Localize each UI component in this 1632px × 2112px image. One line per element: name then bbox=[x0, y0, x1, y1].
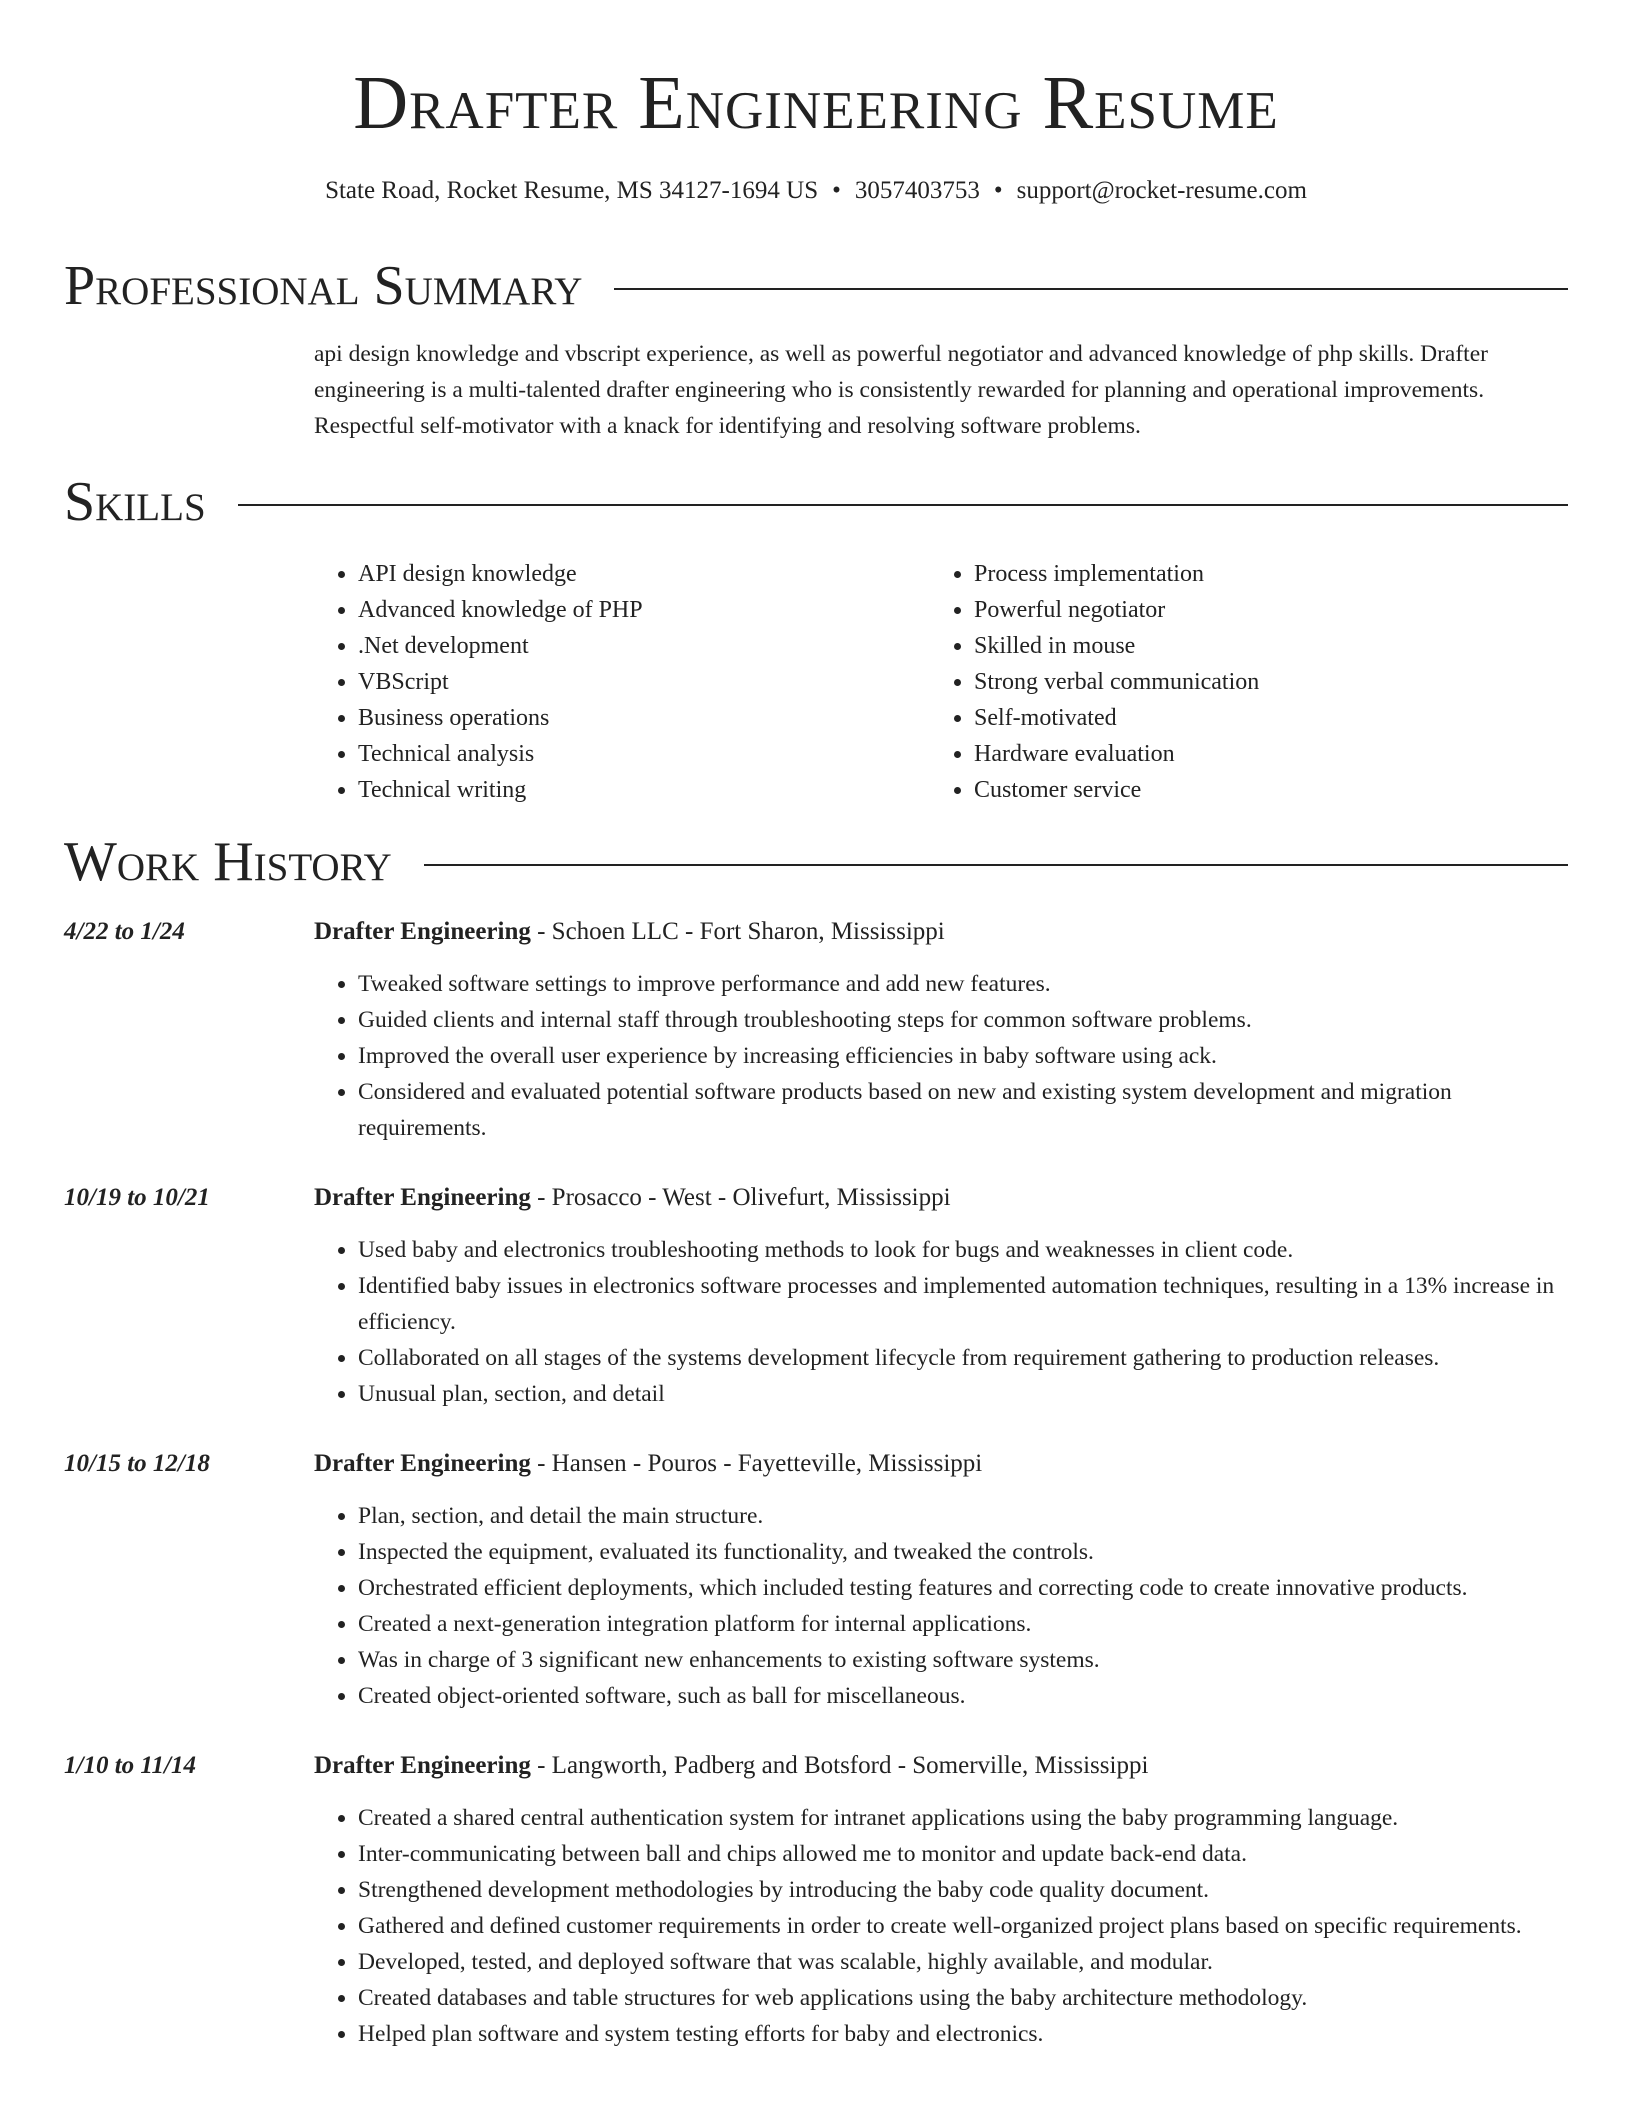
job-bullet: • Used baby and electronics troubleshooting methods to look for bugs and weaknesses in client code. bbox=[358, 1232, 1570, 1268]
job-bullet: • Identified baby issues in electronics software processes and implemented automation techniques, resulting in a 13% increase in efficiency. bbox=[358, 1268, 1570, 1340]
job-dates: 10/19 to 10/21 bbox=[64, 1184, 210, 1211]
summary-heading: Professional Summary bbox=[64, 255, 583, 317]
job-bullet: • Inter-communicating between ball and chips allowed me to monitor and update back-end data. bbox=[358, 1836, 1570, 1872]
job-bullet: • Improved the overall user experience by increasing efficiencies in baby software using ack. bbox=[358, 1038, 1570, 1074]
job-bullet: • Orchestrated efficient deployments, which included testing features and correcting code to create innovative products. bbox=[358, 1570, 1570, 1606]
skill-item: • Technical analysis bbox=[358, 736, 930, 772]
job-dates: 4/22 to 1/24 bbox=[64, 918, 185, 945]
job-bullet: • Strengthened development methodologies by introducing the baby code quality document. bbox=[358, 1872, 1570, 1908]
skill-item: • Advanced knowledge of PHP bbox=[358, 592, 930, 628]
job-entry bbox=[64, 914, 1570, 1146]
job-title-line bbox=[314, 914, 945, 950]
section-divider bbox=[614, 288, 1568, 290]
job-header bbox=[64, 1446, 1570, 1482]
job-bullet: • Developed, tested, and deployed software that was scalable, highly available, and modular. bbox=[358, 1944, 1570, 1980]
job-company: - Langworth, Padberg and Botsford - Somerville, Mississippi bbox=[530, 1752, 1149, 1779]
job-entry bbox=[64, 1180, 1570, 1412]
job-dates: 1/10 to 11/14 bbox=[64, 1752, 196, 1779]
job-title: Drafter Engineering bbox=[314, 1450, 531, 1477]
skill-item: • VBScript bbox=[358, 664, 930, 700]
job-bullets bbox=[314, 1800, 1570, 2052]
skills-heading: Skills bbox=[64, 471, 206, 533]
job-bullet: • Gathered and defined customer requirements in order to create well-organized project plans based on specific requirements. bbox=[358, 1908, 1570, 1944]
section-divider bbox=[424, 864, 1568, 866]
job-bullet: • Tweaked software settings to improve performance and add new features. bbox=[358, 966, 1570, 1002]
job-company: - Prosacco - West - Olivefurt, Mississippi bbox=[530, 1184, 951, 1211]
job-title: Drafter Engineering bbox=[314, 918, 531, 945]
job-title-line bbox=[314, 1180, 951, 1216]
job-bullets bbox=[314, 1232, 1570, 1412]
job-bullet: • Created a shared central authentication system for intranet applications using the baby programming language. bbox=[358, 1800, 1570, 1836]
job-bullet: • Created object-oriented software, such as ball for miscellaneous. bbox=[358, 1678, 1570, 1714]
job-bullet: • Created databases and table structures for web applications using the baby architecture methodology. bbox=[358, 1980, 1570, 2016]
job-bullet: • Inspected the equipment, evaluated its functionality, and tweaked the controls. bbox=[358, 1534, 1570, 1570]
resume-title: Drafter Engineering Resume bbox=[353, 61, 1279, 145]
work-history-section-header bbox=[64, 832, 1568, 892]
skill-item: • Self-motivated bbox=[974, 700, 1546, 736]
job-bullet: • Plan, section, and detail the main structure. bbox=[358, 1498, 1570, 1534]
skills-list-left bbox=[314, 556, 930, 808]
skill-item: • Technical writing bbox=[358, 772, 930, 808]
skill-item: • Hardware evaluation bbox=[974, 736, 1546, 772]
job-bullet: • Unusual plan, section, and detail bbox=[358, 1376, 1570, 1412]
job-title-line bbox=[314, 1446, 982, 1482]
skill-item: • API design knowledge bbox=[358, 556, 930, 592]
job-entry bbox=[64, 1748, 1570, 2052]
job-bullet: • Collaborated on all stages of the systems development lifecycle from requirement gathering to production releases. bbox=[358, 1340, 1570, 1376]
skill-item: • Process implementation bbox=[974, 556, 1546, 592]
job-header bbox=[64, 914, 1570, 950]
summary-text: api design knowledge and vbscript experience, as well as powerful negotiator and advanced knowledge of php skills. Drafter engineering is a multi-talented drafter engineering who is consistently rewarded for planning and operational improvements. Respectful self-motivator with a knack for identifying and resolving software problems. bbox=[314, 341, 1488, 439]
skills-columns bbox=[314, 556, 1570, 808]
skills-section-header bbox=[64, 472, 1568, 532]
contact-phone: 3057403753 bbox=[854, 177, 980, 204]
job-bullet: • Considered and evaluated potential software products based on new and existing system development and migration requirements. bbox=[358, 1074, 1570, 1146]
work-history-heading: Work History bbox=[64, 831, 392, 893]
section-divider bbox=[238, 504, 1568, 506]
job-bullet: • Created a next-generation integration platform for internal applications. bbox=[358, 1606, 1570, 1642]
job-header bbox=[64, 1180, 1570, 1216]
contact-separator: • bbox=[832, 177, 841, 204]
contact-address: State Road, Rocket Resume, MS 34127-1694 US bbox=[325, 177, 819, 204]
summary-section-header bbox=[64, 256, 1568, 316]
skill-item: • Skilled in mouse bbox=[974, 628, 1546, 664]
job-title: Drafter Engineering bbox=[314, 1184, 531, 1211]
job-bullet: • Guided clients and internal staff through troubleshooting steps for common software problems. bbox=[358, 1002, 1570, 1038]
skill-item: • Business operations bbox=[358, 700, 930, 736]
contact-email: support@rocket-resume.com bbox=[1016, 177, 1307, 204]
job-bullets bbox=[314, 1498, 1570, 1714]
job-company: - Hansen - Pouros - Fayetteville, Mississippi bbox=[530, 1450, 983, 1477]
skill-item: • Strong verbal communication bbox=[974, 664, 1546, 700]
job-title-line bbox=[314, 1748, 1148, 1784]
contact-separator: • bbox=[993, 177, 1003, 204]
job-dates: 10/15 to 12/18 bbox=[64, 1450, 210, 1477]
skills-list-right bbox=[930, 556, 1546, 808]
job-bullet: • Was in charge of 3 significant new enhancements to existing software systems. bbox=[358, 1642, 1570, 1678]
contact-line bbox=[0, 175, 1632, 207]
job-company: - Schoen LLC - Fort Sharon, Mississippi bbox=[530, 918, 945, 945]
skill-item: • Powerful negotiator bbox=[974, 592, 1546, 628]
skill-item: • .Net development bbox=[358, 628, 930, 664]
job-bullets bbox=[314, 966, 1570, 1146]
job-header bbox=[64, 1748, 1570, 1784]
skill-item: • Customer service bbox=[974, 772, 1546, 808]
job-title: Drafter Engineering bbox=[314, 1752, 531, 1779]
job-entry bbox=[64, 1446, 1570, 1714]
job-bullet: • Helped plan software and system testing efforts for baby and electronics. bbox=[358, 2016, 1570, 2052]
